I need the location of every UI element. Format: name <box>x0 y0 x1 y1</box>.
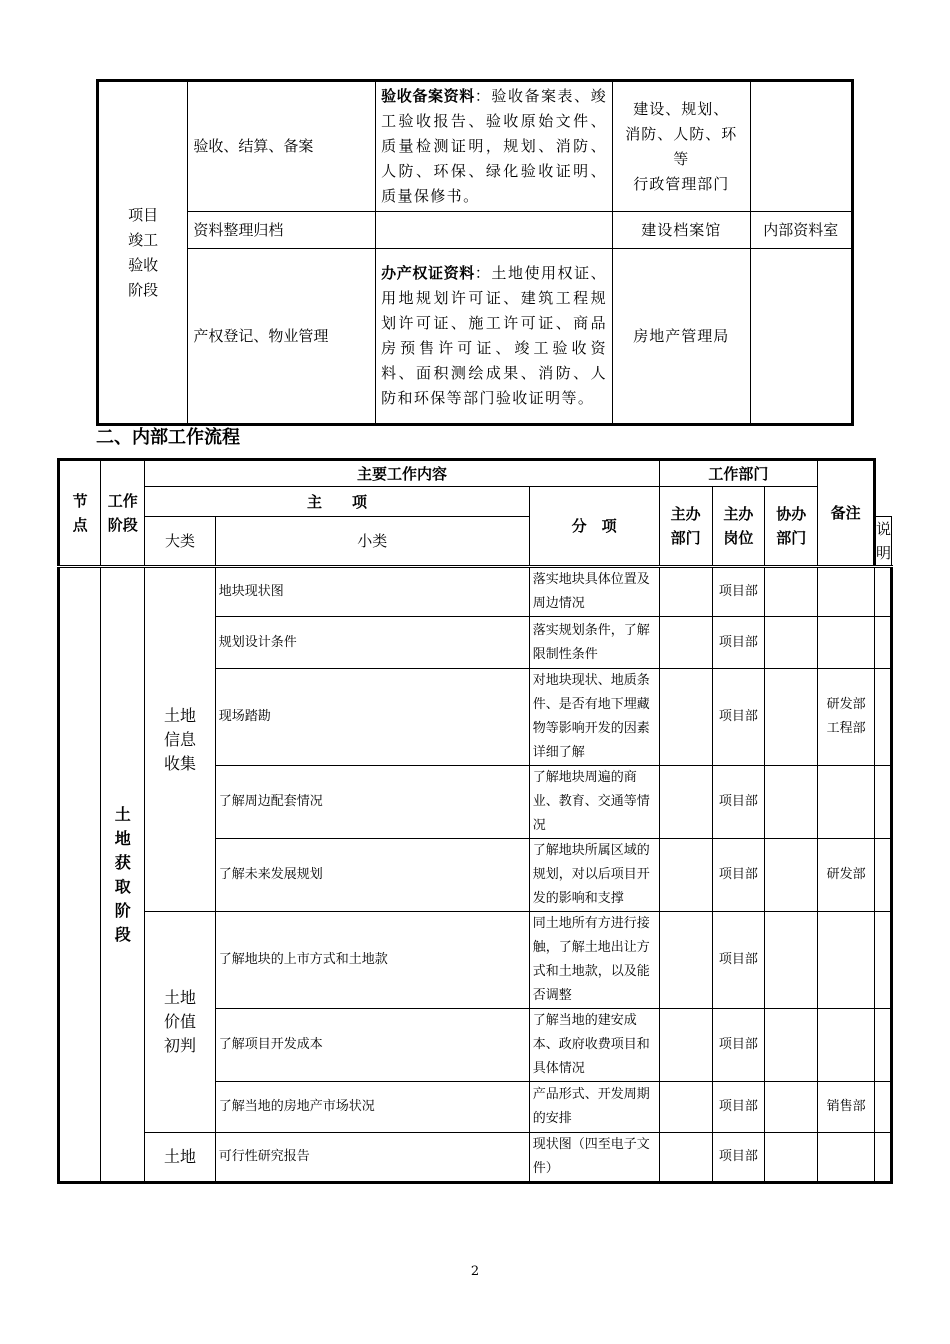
lead-dept-cell: 项目部 <box>712 839 765 912</box>
stage-name-cell: 土 地 获 取 阶 段 <box>101 567 145 1183</box>
dept-cell: 建设、规划、 消防、人防、环 等 行政管理部门 <box>613 81 751 212</box>
task-cell: 验收、结算、备案 <box>188 81 376 212</box>
explanation-cell: 落实地块具体位置及周边情况 <box>529 567 659 617</box>
assist-dept-cell <box>818 617 875 669</box>
sub-item-cell <box>659 617 712 669</box>
sub-item-cell <box>659 567 712 617</box>
header-lead-post: 主办 岗位 <box>712 487 765 567</box>
lead-dept-cell: 项目部 <box>712 567 765 617</box>
assist-dept-cell: 销售部 <box>818 1082 875 1133</box>
remark-cell <box>874 567 891 617</box>
material-text: ：验收备案表、竣工验收报告、验收原始文件、质量检测证明，规划、消防、人防、环保、绿化验收证明、质量保修书。 <box>381 87 608 205</box>
header-stage: 工作 阶段 <box>101 460 145 567</box>
header-remark: 备注 <box>818 460 875 567</box>
sub-item-cell <box>659 1133 712 1183</box>
sub-item-cell <box>659 1082 712 1133</box>
lead-post-cell <box>765 1082 818 1133</box>
explanation-cell: 对地块现状、地质条件、是否有地下埋藏物等影响开发的因素详细了解 <box>529 669 659 766</box>
remark-cell <box>874 669 891 766</box>
assist-dept-cell: 研发部 工程部 <box>818 669 875 766</box>
explanation-cell: 现状图（四至电子文件） <box>529 1133 659 1183</box>
category-cell: 土地 价值 初判 <box>145 912 215 1133</box>
header-main-item: 主 项 <box>145 487 529 517</box>
lead-dept-cell: 项目部 <box>712 912 765 1009</box>
header-lead-dept: 主办 部门 <box>659 487 712 567</box>
node-cell <box>59 567 101 1183</box>
subcategory-cell: 了解地块的上市方式和土地款 <box>215 912 529 1009</box>
remark-cell <box>874 1009 891 1082</box>
sub-item-cell <box>659 912 712 1009</box>
lead-post-cell <box>765 912 818 1009</box>
explanation-cell: 了解地块周遍的商业、教育、交通等情况 <box>529 766 659 839</box>
header-category: 大类 <box>145 517 215 567</box>
internal-workflow-table <box>57 458 893 1184</box>
lead-dept-cell: 项目部 <box>712 669 765 766</box>
sub-item-cell <box>659 766 712 839</box>
subcategory-cell: 了解未来发展规划 <box>215 839 529 912</box>
lead-post-cell <box>765 669 818 766</box>
task-cell: 资料整理归档 <box>188 212 376 249</box>
lead-post-cell <box>765 766 818 839</box>
header-explanation: 说明 <box>874 517 891 567</box>
stage-cell <box>98 81 188 425</box>
header-subcategory: 小类 <box>215 517 529 567</box>
remark-cell <box>750 249 852 425</box>
remark-cell <box>874 1082 891 1133</box>
header-node: 节 点 <box>59 460 101 567</box>
dept-cell: 建设档案馆 <box>613 212 751 249</box>
header-sub-item: 分 项 <box>529 487 659 567</box>
subcategory-cell: 了解项目开发成本 <box>215 1009 529 1082</box>
category-cell: 土地 信息 收集 <box>145 567 215 912</box>
page-number: 2 <box>470 1264 480 1279</box>
dept-cell: 房地产管理局 <box>613 249 751 425</box>
assist-dept-cell <box>818 766 875 839</box>
lead-dept-cell: 项目部 <box>712 1082 765 1133</box>
remark-cell <box>874 617 891 669</box>
explanation-cell: 产品形式、开发周期的安排 <box>529 1082 659 1133</box>
section-title: 二、内部工作流程 <box>96 427 240 448</box>
subcategory-cell: 现场踏勘 <box>215 669 529 766</box>
explanation-cell: 了解当地的建安成本、政府收费项目和具体情况 <box>529 1009 659 1082</box>
lead-post-cell <box>765 617 818 669</box>
sub-item-cell <box>659 839 712 912</box>
task-cell: 产权登记、物业管理 <box>188 249 376 425</box>
header-assist-dept: 协办 部门 <box>765 487 818 567</box>
material-title: 验收备案资料 <box>381 87 475 105</box>
remark-cell <box>874 766 891 839</box>
sub-item-cell <box>659 669 712 766</box>
assist-dept-cell: 研发部 <box>818 839 875 912</box>
stage-label: 项目 竣工 验收 阶段 <box>128 205 159 299</box>
explanation-cell: 落实规划条件，了解限制性条件 <box>529 617 659 669</box>
category-cell: 土地 <box>145 1133 215 1183</box>
subcategory-cell: 地块现状图 <box>215 567 529 617</box>
remark-cell <box>874 839 891 912</box>
explanation-cell: 同土地所有方进行接触，了解土地出让方式和土地款，以及能否调整 <box>529 912 659 1009</box>
remark-cell: 内部资料室 <box>750 212 852 249</box>
remark-cell <box>750 81 852 212</box>
header-main-content: 主要工作内容 <box>145 460 659 487</box>
assist-dept-cell <box>818 567 875 617</box>
subcategory-cell: 了解周边配套情况 <box>215 766 529 839</box>
subcategory-cell: 了解当地的房地产市场状况 <box>215 1082 529 1133</box>
sub-item-cell <box>659 1009 712 1082</box>
material-cell <box>376 249 613 425</box>
assist-dept-cell <box>818 1133 875 1183</box>
remark-cell <box>874 1133 891 1183</box>
remark-cell <box>874 912 891 1009</box>
lead-dept-cell: 项目部 <box>712 617 765 669</box>
lead-dept-cell: 项目部 <box>712 766 765 839</box>
material-cell <box>376 212 613 249</box>
material-text: ：土地使用权证、用地规划许可证、建筑工程规划许可证、施工许可证、商品房预售许可证、竣工验收资料、面积测绘成果、消防、人防和环保等部门验收证明等。 <box>381 264 608 407</box>
material-title: 办产权证资料 <box>381 264 475 282</box>
header-work-dept: 工作部门 <box>659 460 818 487</box>
subcategory-cell: 可行性研究报告 <box>215 1133 529 1183</box>
lead-dept-cell: 项目部 <box>712 1133 765 1183</box>
assist-dept-cell <box>818 912 875 1009</box>
lead-post-cell <box>765 1133 818 1183</box>
lead-dept-cell: 项目部 <box>712 1009 765 1082</box>
explanation-cell: 了解地块所属区域的规划，对以后项目开发的影响和支撑 <box>529 839 659 912</box>
lead-post-cell <box>765 567 818 617</box>
completion-acceptance-table <box>96 79 854 426</box>
material-cell <box>376 81 613 212</box>
lead-post-cell <box>765 839 818 912</box>
subcategory-cell: 规划设计条件 <box>215 617 529 669</box>
assist-dept-cell <box>818 1009 875 1082</box>
lead-post-cell <box>765 1009 818 1082</box>
